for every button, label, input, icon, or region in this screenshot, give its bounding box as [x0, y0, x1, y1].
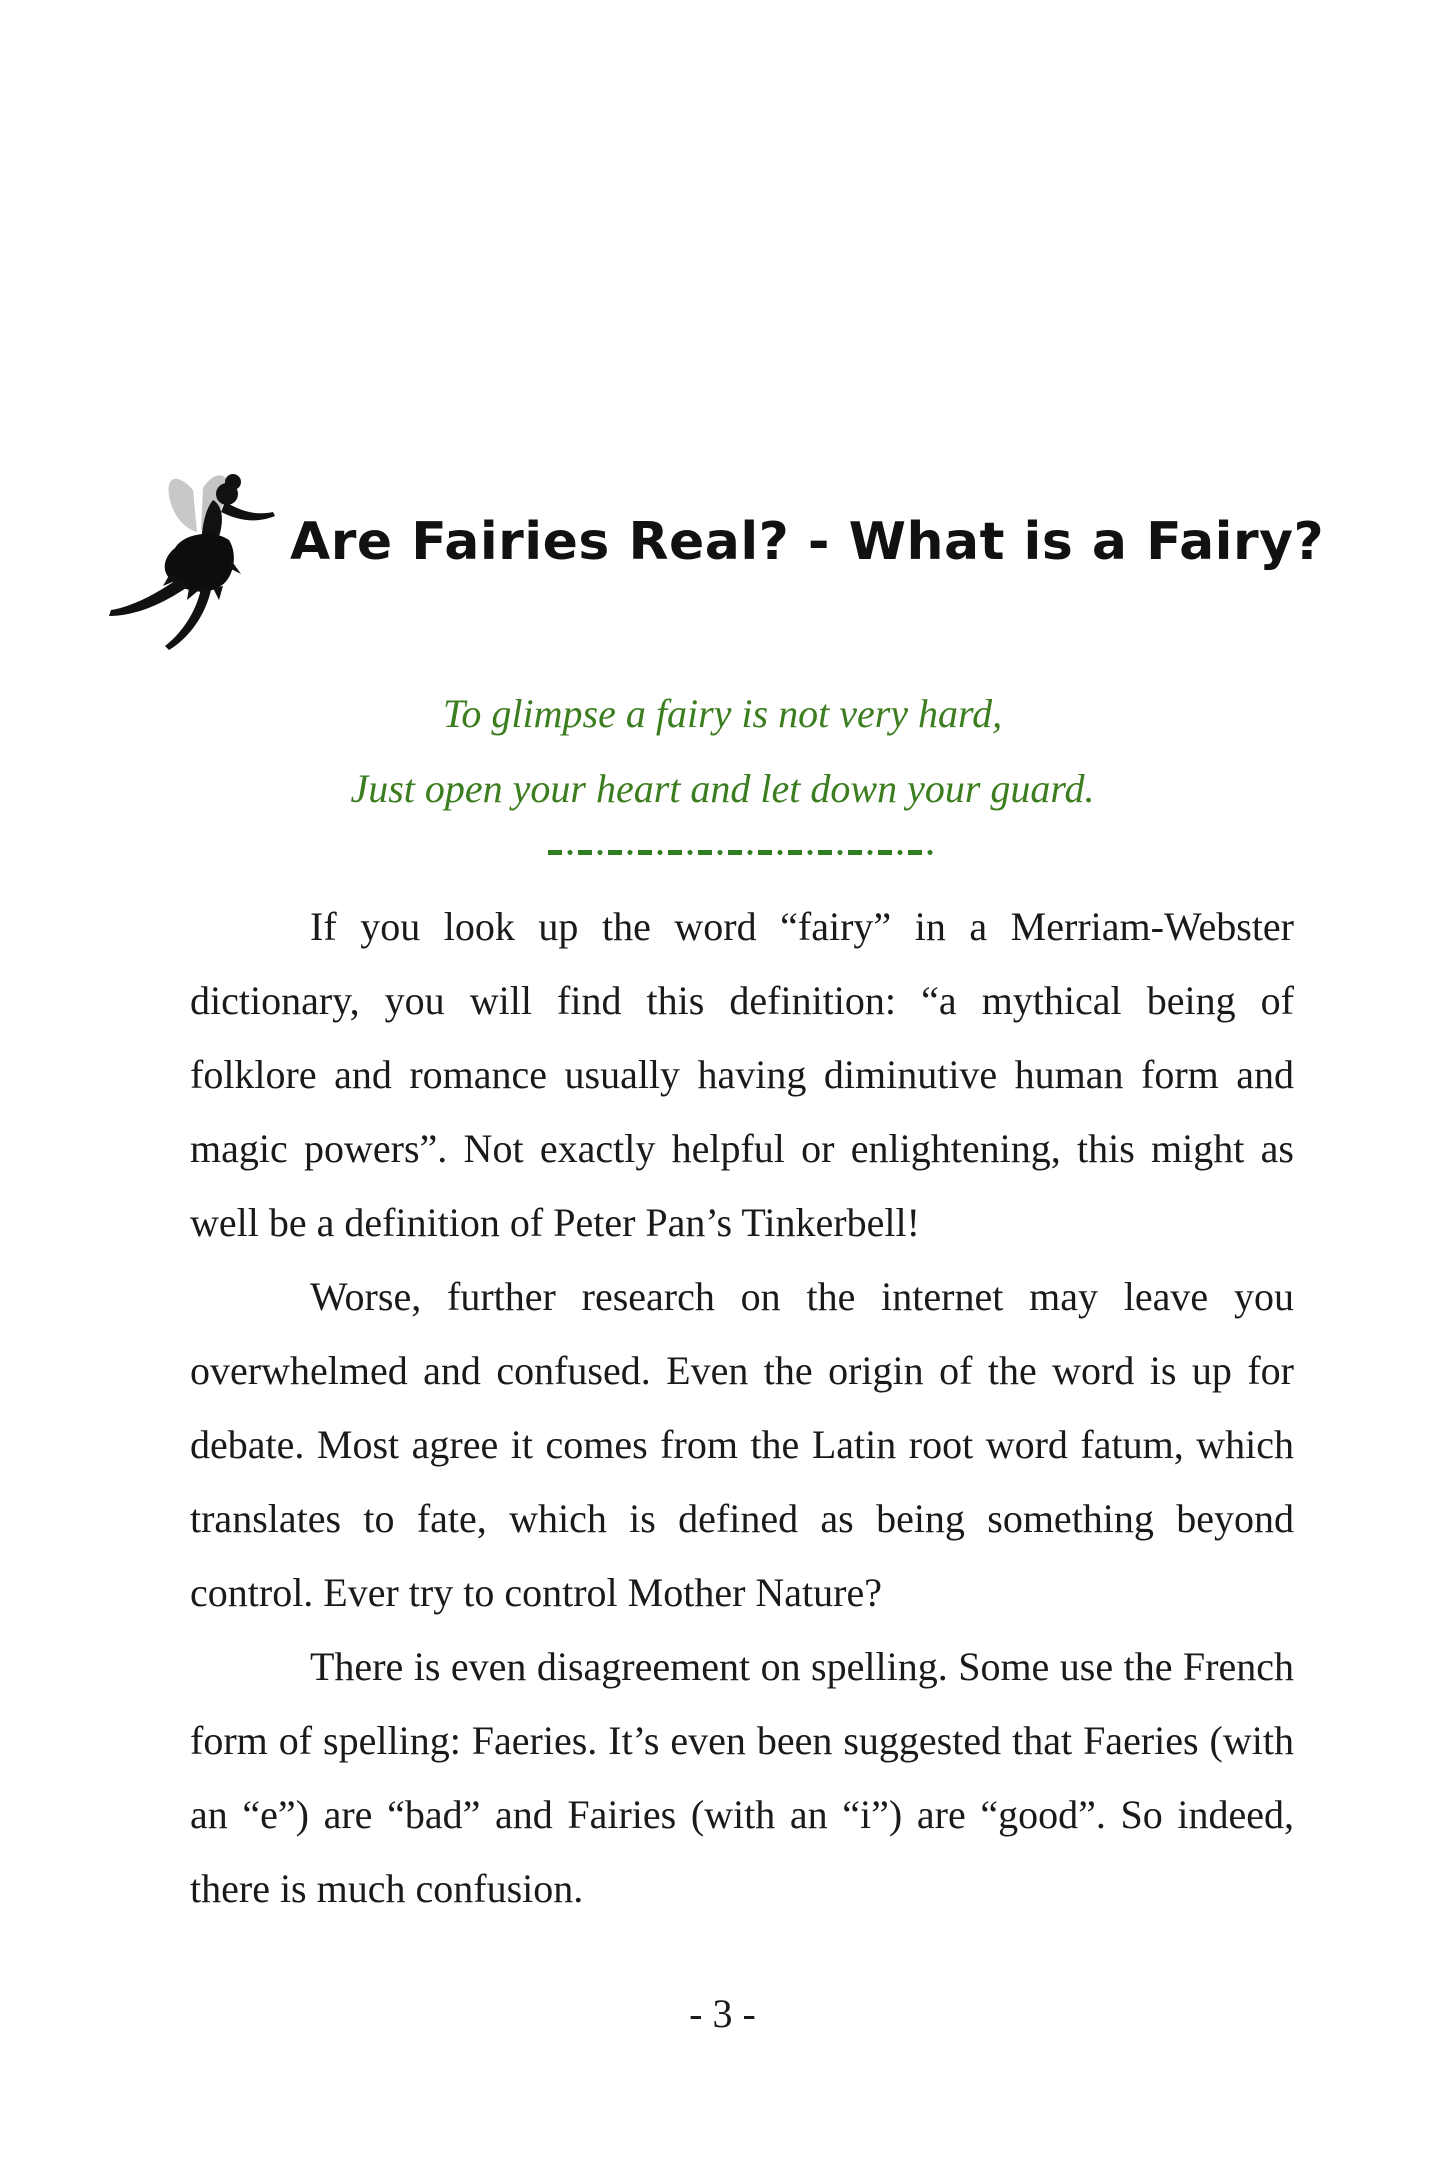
- verse-line-2: Just open your heart and let down your guard.: [350, 766, 1095, 811]
- page-number: - 3 -: [689, 1991, 756, 2036]
- verse-line-1: To glimpse a fairy is not very hard,: [442, 691, 1003, 736]
- fairy-silhouette-icon: [105, 470, 285, 660]
- dash-dot-divider: [548, 845, 940, 859]
- body-text: [190, 890, 1294, 1926]
- paragraph-1: If you look up the word “fairy” in a Merriam-Webster dictionary, you will find this definition: “a mythical being of folklore and romance usually having diminutive human form and magic powers”. Not exactly helpful or enlightening, this might as well be a definition of Peter Pan’s Tinkerbell!: [190, 904, 1294, 1245]
- paragraph-2: Worse, further research on the internet may leave you overwhelmed and confused. Even the origin of the word is up for debate. Most agree it comes from the Latin root word fatum, which translates to fate, which is defined as being something beyond control. Ever try to control Mother Nature?: [190, 1274, 1294, 1615]
- paragraph-3: There is even disagreement on spelling. Some use the French form of spelling: Faeries. It’s even been suggested that Faeries (with an “e”) are “bad” and Fairies (with an “i”) are “good”. So indeed, there is much confusion.: [190, 1644, 1294, 1911]
- chapter-title: Are Fairies Real? - What is a Fairy?: [290, 512, 1325, 572]
- epigraph-verse: [0, 676, 1445, 826]
